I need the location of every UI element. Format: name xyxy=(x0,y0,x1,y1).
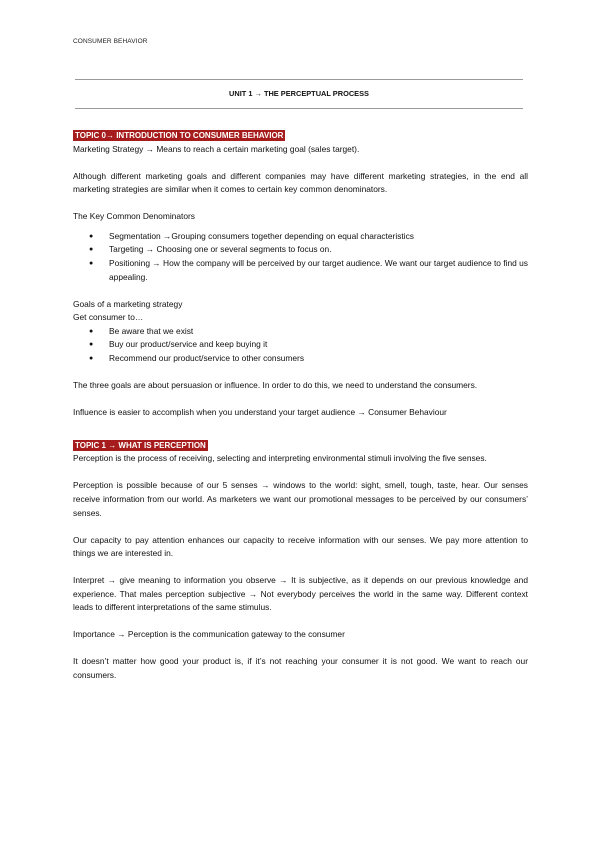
document-body xyxy=(73,129,528,683)
senses-paragraph: Perception is possible because of our 5 senses → windows to the world: sight, smell, tough, taste, hear. Our senses receive information from our world. As marketers we want our promotional messages to be perceived by our consumers’ senses. xyxy=(73,480,528,518)
interpret-paragraph: Interpret → give meaning to information you observe → It is subjective, as it depends on our previous knowledge and experience. That males perception subjective → Not everybody perceives the world in the same way. Different context leads to different interpretations of the same stimulus. xyxy=(73,575,528,613)
list-item: ● Positioning → How the company will be perceived by our target audience. We want our target audience to find us appealing. xyxy=(73,257,528,284)
influence-paragraph: Influence is easier to accomplish when you understand your target audience → Consumer Behaviour xyxy=(73,406,447,417)
topic-1-section xyxy=(73,439,528,683)
list-item: ● Targeting → Choosing one or several segments to focus on. xyxy=(73,243,528,257)
topic-1-heading: TOPIC 1 → WHAT IS PERCEPTION xyxy=(75,440,206,450)
goals-heading: Goals of a marketing strategy xyxy=(73,298,183,309)
unit-title: UNIT 1 → THE PERCEPTUAL PROCESS xyxy=(229,89,369,98)
although-paragraph: Although different marketing goals and different companies may have different marketing strategies, in the end all marketing strategies are similar when it comes to certain key common denominators. xyxy=(73,170,528,195)
three-goals-paragraph: The three goals are about persuasion or influence. In order to do this, we need to understand the consumers. xyxy=(73,379,478,390)
list-item: ● Buy our product/service and keep buying it xyxy=(73,338,528,352)
importance-paragraph: Importance → Perception is the communication gateway to the consumer xyxy=(73,629,345,640)
running-header: CONSUMER BEHAVIOR xyxy=(73,38,148,45)
marketing-strategy-paragraph: Marketing Strategy → Means to reach a certain marketing goal (sales target). xyxy=(73,143,360,154)
goals-list xyxy=(73,325,528,366)
list-item: ● Be aware that we exist xyxy=(73,325,528,339)
bottom-rule xyxy=(75,108,523,109)
list-item: ● Recommend our product/service to other consumers xyxy=(73,352,528,366)
list-item: ● Segmentation →Grouping consumers together depending on equal characteristics xyxy=(73,230,528,244)
definition-paragraph: Perception is the process of receiving, selecting and interpreting environmental stimuli involving the five senses. xyxy=(73,453,487,464)
topic-0-heading: TOPIC 0→ INTRODUCTION TO CONSUMER BEHAVIOR xyxy=(75,131,284,140)
denominators-heading: The Key Common Denominators xyxy=(73,211,195,222)
goals-intro: Get consumer to… xyxy=(73,312,144,323)
doesnt-matter-paragraph: It doesn’t matter how good your product is, if it’s not reaching your consumer it is not good. We want to reach our consumers. xyxy=(73,656,528,680)
denominators-list xyxy=(73,230,528,284)
top-rule xyxy=(75,79,523,80)
capacity-paragraph: Our capacity to pay attention enhances our capacity to receive information with our senses. We pay more attention to things we are interested in. xyxy=(73,534,528,559)
topic-0-section xyxy=(73,129,528,419)
